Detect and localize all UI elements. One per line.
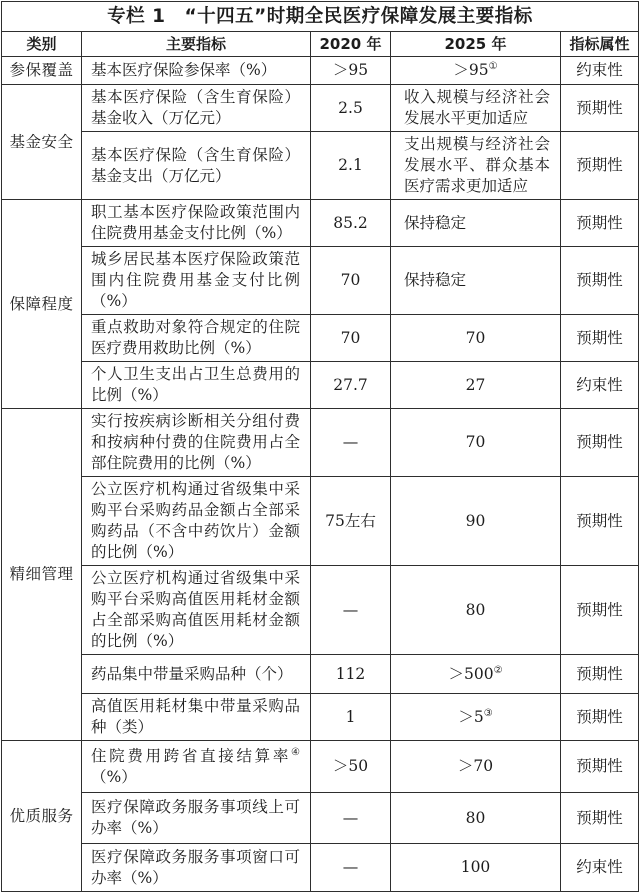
indicator-text: 公立医疗机构通过省级集中采购平台采购药品金额占全部采购药品（不含中药饮片）金额的比例（%） bbox=[91, 480, 300, 561]
indicator-text: 重点救助对象符合规定的住院医疗费用救助比例（%） bbox=[91, 318, 300, 357]
attribute-cell: 预期性 bbox=[561, 694, 639, 741]
indicator-text: 个人卫生支出占卫生总费用的比例（%） bbox=[91, 365, 300, 404]
category-cell-fine-management: 精细管理 bbox=[2, 409, 82, 741]
table-row bbox=[2, 844, 639, 892]
indicator-text: 药品集中带量采购品种（个） bbox=[91, 664, 293, 683]
value-2025-cell: 70 bbox=[391, 315, 561, 362]
indicator-cell bbox=[82, 694, 311, 741]
value-2020-cell: ＞95 bbox=[311, 57, 391, 85]
indicator-cell bbox=[82, 85, 311, 132]
indicator-text: 住院费用跨省直接结算率 bbox=[91, 746, 292, 765]
table-row bbox=[2, 247, 639, 315]
value-2020-cell: 2.5 bbox=[311, 85, 391, 132]
indicator-text: 基本医疗保险（含生育保险）基金支出（万亿元） bbox=[91, 145, 300, 185]
table-title: 专栏 1 “十四五”时期全民医疗保障发展主要指标 bbox=[2, 2, 639, 32]
value-2020-cell: 70 bbox=[311, 247, 391, 315]
indicator-text: 城乡居民基本医疗保险政策范围内住院费用基金支付比例（%） bbox=[91, 250, 300, 310]
title-row bbox=[2, 2, 639, 32]
category-cell-enrollment: 参保覆盖 bbox=[2, 57, 82, 85]
indicator-cell bbox=[82, 200, 311, 247]
attribute-cell: 预期性 bbox=[561, 315, 639, 362]
value-2025-cell bbox=[391, 57, 561, 85]
value-2020-cell: — bbox=[311, 566, 391, 655]
footnote-marker: ④ bbox=[291, 746, 300, 758]
indicator-cell bbox=[82, 741, 311, 793]
value-2020-cell: 75左右 bbox=[311, 477, 391, 566]
col-header-2020: 2020 年 bbox=[311, 32, 391, 57]
indicator-cell bbox=[82, 655, 311, 694]
col-header-2025: 2025 年 bbox=[391, 32, 561, 57]
header-row bbox=[2, 32, 639, 57]
attribute-cell: 预期性 bbox=[561, 793, 639, 844]
category-cell-quality-service: 优质服务 bbox=[2, 741, 82, 892]
table-row bbox=[2, 85, 639, 132]
value-2025-cell: ＞70 bbox=[391, 741, 561, 793]
category-cell-protection-level: 保障程度 bbox=[2, 200, 82, 409]
indicator-text: 职工基本医疗保险政策范围内住院费用基金支付比例（%） bbox=[91, 203, 300, 242]
indicator-cell bbox=[82, 477, 311, 566]
col-header-category: 类别 bbox=[2, 32, 82, 57]
value-2025-cell: 90 bbox=[391, 477, 561, 566]
value-2025-cell: 27 bbox=[391, 362, 561, 409]
indicator-text: 医疗保障政务服务事项线上可办率（%） bbox=[91, 798, 300, 837]
table-row bbox=[2, 200, 639, 247]
value-2020-cell: 27.7 bbox=[311, 362, 391, 409]
indicator-text: 高值医用耗材集中带量采购品种（类） bbox=[91, 697, 300, 736]
table-row bbox=[2, 132, 639, 200]
attribute-cell: 约束性 bbox=[561, 844, 639, 892]
table-row bbox=[2, 315, 639, 362]
indicator-cell bbox=[82, 57, 311, 85]
attribute-cell: 预期性 bbox=[561, 200, 639, 247]
attribute-cell: 预期性 bbox=[561, 247, 639, 315]
value-2020-cell: — bbox=[311, 409, 391, 477]
value-2025-text: ＞5 bbox=[458, 707, 484, 726]
attribute-cell: 预期性 bbox=[561, 85, 639, 132]
value-2020-cell: — bbox=[311, 844, 391, 892]
attribute-cell: 约束性 bbox=[561, 57, 639, 85]
col-header-indicator: 主要指标 bbox=[82, 32, 311, 57]
value-2025-cell: 70 bbox=[391, 409, 561, 477]
value-2025-cell bbox=[391, 655, 561, 694]
indicator-cell bbox=[82, 793, 311, 844]
value-2025-text: ＞500 bbox=[448, 664, 494, 683]
indicator-text: 医疗保障政务服务事项窗口可办率（%） bbox=[91, 847, 300, 887]
table-row bbox=[2, 655, 639, 694]
attribute-cell: 预期性 bbox=[561, 655, 639, 694]
value-2020-cell: 2.1 bbox=[311, 132, 391, 200]
table-row bbox=[2, 566, 639, 655]
footnote-marker: ③ bbox=[483, 707, 493, 719]
value-2025-cell: 80 bbox=[391, 566, 561, 655]
col-header-attribute: 指标属性 bbox=[561, 32, 639, 57]
indicator-text: 公立医疗机构通过省级集中采购平台采购高值医用耗材金额占全部采购高值医用耗材金额的比例（%） bbox=[91, 569, 300, 650]
value-2020-cell: — bbox=[311, 793, 391, 844]
value-2025-text: ＞95 bbox=[453, 61, 489, 79]
indicator-cell bbox=[82, 132, 311, 200]
table-row bbox=[2, 741, 639, 793]
table-row bbox=[2, 477, 639, 566]
indicator-cell bbox=[82, 315, 311, 362]
value-2025-cell: 保持稳定 bbox=[391, 200, 561, 247]
value-2025-cell: 保持稳定 bbox=[391, 247, 561, 315]
value-2025-cell: 80 bbox=[391, 793, 561, 844]
attribute-cell: 约束性 bbox=[561, 362, 639, 409]
indicator-text: 基本医疗保险参保率（%） bbox=[91, 61, 277, 79]
indicator-cell bbox=[82, 844, 311, 892]
attribute-cell: 预期性 bbox=[561, 477, 639, 566]
value-2020-cell: 70 bbox=[311, 315, 391, 362]
footnote-marker: ② bbox=[493, 664, 503, 676]
table-row bbox=[2, 57, 639, 85]
indicator-table bbox=[1, 1, 639, 892]
value-2025-cell: 收入规模与经济社会发展水平更加适应 bbox=[391, 85, 561, 132]
table-row bbox=[2, 694, 639, 741]
value-2020-cell: 85.2 bbox=[311, 200, 391, 247]
indicator-cell bbox=[82, 566, 311, 655]
attribute-cell: 预期性 bbox=[561, 132, 639, 200]
indicator-text: 基本医疗保险（含生育保险）基金收入（万亿元） bbox=[91, 88, 300, 127]
value-2020-cell: ＞50 bbox=[311, 741, 391, 793]
table-row bbox=[2, 362, 639, 409]
indicator-cell bbox=[82, 409, 311, 477]
attribute-cell: 预期性 bbox=[561, 409, 639, 477]
indicator-text-suffix: （%） bbox=[91, 767, 137, 786]
table-row bbox=[2, 409, 639, 477]
table-row bbox=[2, 793, 639, 844]
value-2020-cell: 112 bbox=[311, 655, 391, 694]
footnote-marker: ① bbox=[488, 60, 498, 72]
value-2025-cell bbox=[391, 694, 561, 741]
value-2020-cell: 1 bbox=[311, 694, 391, 741]
attribute-cell: 预期性 bbox=[561, 741, 639, 793]
indicator-cell bbox=[82, 362, 311, 409]
attribute-cell: 预期性 bbox=[561, 566, 639, 655]
indicator-text: 实行按疾病诊断相关分组付费和按病种付费的住院费用占全部住院费用的比例（%） bbox=[91, 412, 300, 472]
category-cell-fund-safety: 基金安全 bbox=[2, 85, 82, 200]
value-2025-cell: 100 bbox=[391, 844, 561, 892]
indicator-cell bbox=[82, 247, 311, 315]
value-2025-cell: 支出规模与经济社会发展水平、群众基本医疗需求更加适应 bbox=[391, 132, 561, 200]
